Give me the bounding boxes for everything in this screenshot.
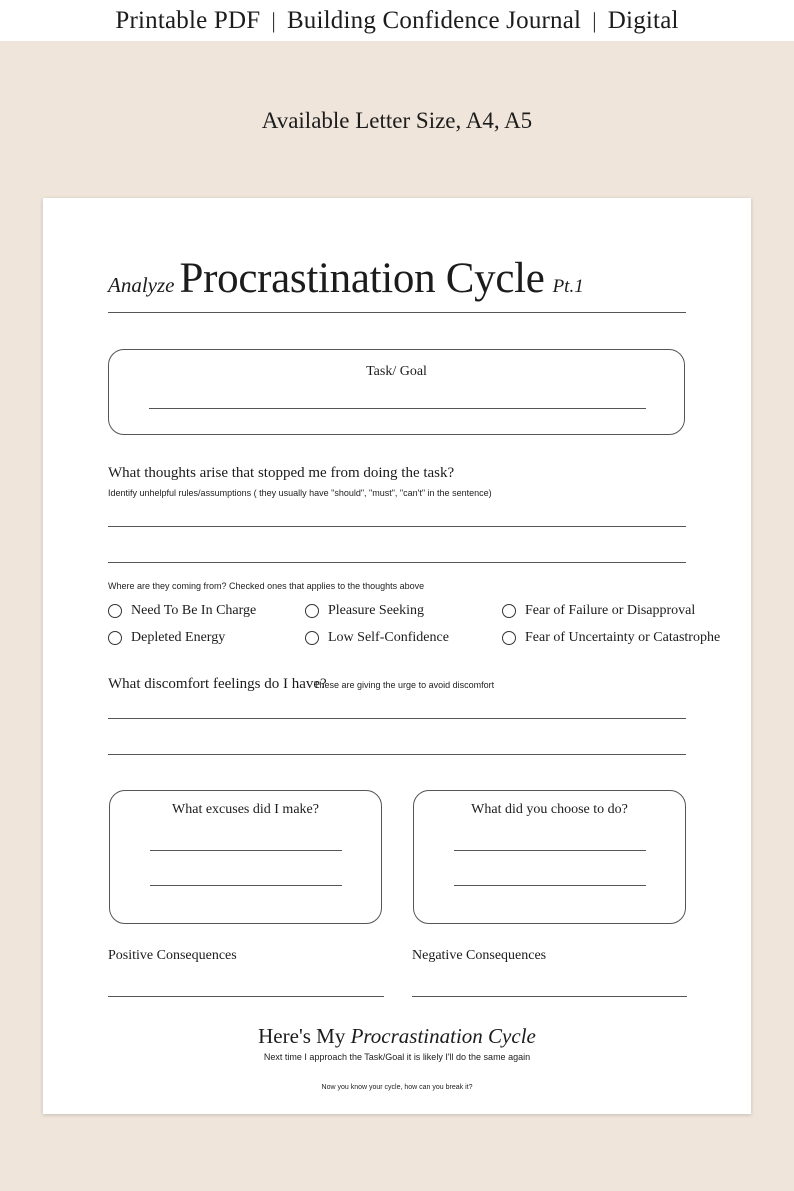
negative-consequences-label: Negative Consequences bbox=[412, 948, 547, 963]
option-label: Low Self-Confidence bbox=[328, 630, 449, 645]
excuses-box bbox=[109, 790, 382, 924]
cycle-note: Next time I approach the Task/Goal it is likely I'll do the same again bbox=[263, 1052, 531, 1062]
option-label: Fear of Failure or Disapproval bbox=[525, 603, 696, 618]
choice-label: What did you choose to do? bbox=[471, 802, 628, 817]
positive-consequences-label: Positive Consequences bbox=[108, 948, 237, 963]
feelings-question: What discomfort feelings do I have? bbox=[108, 676, 327, 692]
choice-write-line[interactable] bbox=[454, 850, 646, 851]
banner-journal-name: Building Confidence Journal bbox=[286, 6, 582, 34]
radio-circle-icon[interactable] bbox=[502, 631, 516, 645]
option-label: Fear of Uncertainty or Catastrophe bbox=[525, 630, 721, 645]
available-sizes: Available Letter Size, A4, A5 bbox=[261, 108, 533, 133]
option-need-to-be-in-charge[interactable] bbox=[108, 603, 256, 619]
banner-separator: | bbox=[592, 7, 597, 33]
radio-circle-icon[interactable] bbox=[305, 631, 319, 645]
excuses-write-line[interactable] bbox=[150, 850, 342, 851]
worksheet-title bbox=[108, 254, 688, 314]
cycle-heading bbox=[43, 1024, 751, 1049]
cycle-question: Now you know your cycle, how can you break it? bbox=[321, 1084, 473, 1091]
thoughts-question: What thoughts arise that stopped me from doing the task? bbox=[108, 465, 455, 481]
feelings-hint: These are giving the urge to avoid discomfort bbox=[314, 680, 495, 690]
radio-circle-icon[interactable] bbox=[305, 604, 319, 618]
option-fear-of-failure[interactable] bbox=[502, 603, 695, 619]
option-pleasure-seeking[interactable] bbox=[305, 603, 424, 619]
choice-box bbox=[413, 790, 686, 924]
task-goal-write-line[interactable] bbox=[149, 408, 646, 409]
radio-circle-icon[interactable] bbox=[108, 604, 122, 618]
feelings-write-line[interactable] bbox=[108, 754, 686, 755]
radio-circle-icon[interactable] bbox=[108, 631, 122, 645]
negative-consequences-write-line[interactable] bbox=[412, 996, 687, 997]
thoughts-write-line[interactable] bbox=[108, 562, 686, 563]
sources-prompt: Where are they coming from? Checked ones that applies to the thoughts above bbox=[108, 581, 425, 591]
option-label: Pleasure Seeking bbox=[328, 603, 425, 618]
banner-digital: Digital bbox=[607, 6, 679, 34]
task-goal-box bbox=[108, 349, 685, 435]
option-low-self-confidence[interactable] bbox=[305, 630, 449, 646]
worksheet-page bbox=[43, 198, 751, 1114]
title-underline bbox=[108, 312, 686, 313]
radio-circle-icon[interactable] bbox=[502, 604, 516, 618]
task-goal-label: Task/ Goal bbox=[366, 364, 427, 379]
title-suffix: Pt.1 bbox=[552, 276, 584, 297]
top-banner bbox=[0, 0, 794, 41]
option-fear-of-uncertainty[interactable] bbox=[502, 630, 720, 646]
choice-write-line[interactable] bbox=[454, 885, 646, 886]
cycle-heading-plain: Here's My bbox=[258, 1024, 346, 1048]
banner-separator: | bbox=[271, 7, 276, 33]
excuses-write-line[interactable] bbox=[150, 885, 342, 886]
cycle-heading-italic: Procrastination Cycle bbox=[350, 1024, 536, 1048]
title-main: Procrastination Cycle bbox=[179, 255, 545, 302]
banner-printable-pdf: Printable PDF bbox=[115, 6, 261, 34]
thoughts-hint: Identify unhelpful rules/assumptions ( they usually have "should", "must", "can't" in the sentence) bbox=[108, 488, 492, 498]
feelings-write-line[interactable] bbox=[108, 718, 686, 719]
thoughts-write-line[interactable] bbox=[108, 526, 686, 527]
option-depleted-energy[interactable] bbox=[108, 630, 225, 646]
option-label: Need To Be In Charge bbox=[131, 603, 257, 618]
excuses-label: What excuses did I make? bbox=[172, 802, 319, 817]
title-prefix: Analyze bbox=[108, 273, 175, 297]
positive-consequences-write-line[interactable] bbox=[108, 996, 384, 997]
option-label: Depleted Energy bbox=[131, 630, 226, 645]
